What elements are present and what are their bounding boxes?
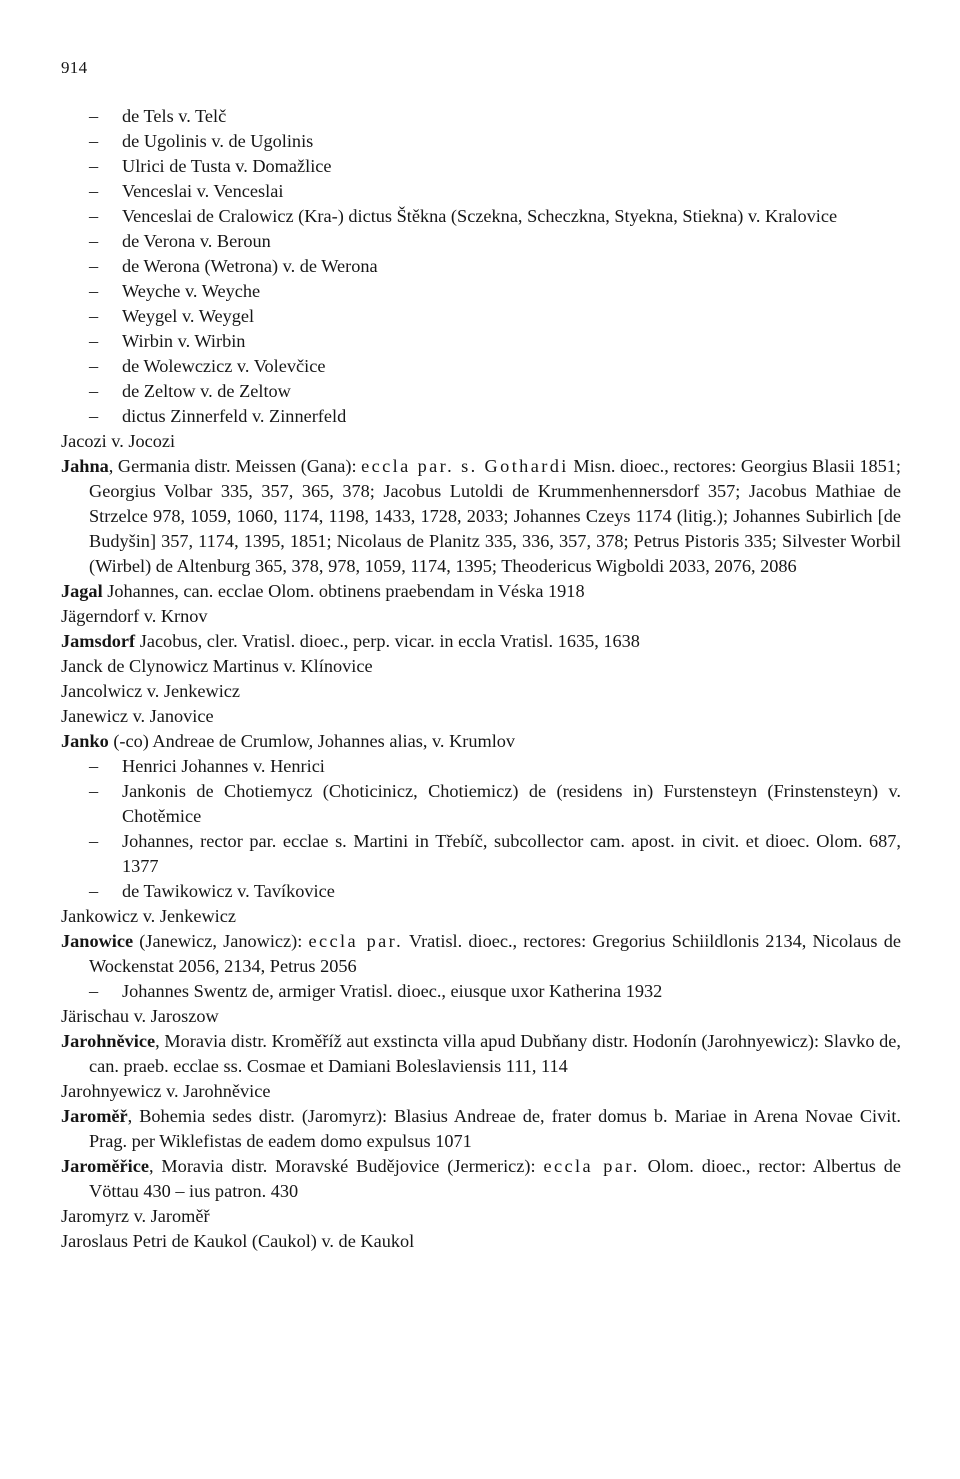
index-entry (61, 454, 901, 579)
headword: Jahna (61, 456, 109, 476)
entry-text: Ulrici de Tusta v. Domažlice (122, 156, 332, 176)
entry-text: Vratisl. dioec., rectores: Gregorius Schiildlonis 2134, Nicolaus de Wockenstat 2056, 2134, Petrus 2056 (89, 931, 901, 976)
entry-text: Jägerndorf v. Krnov (61, 606, 208, 626)
subentry-dash: – (89, 256, 99, 276)
index-entry (61, 429, 901, 454)
entry-text: Olom. dioec., rector: Albertus de Vöttau 430 – ius patron. 430 (89, 1156, 902, 1201)
sub-entry (61, 379, 901, 404)
index-entry (61, 1204, 901, 1229)
index-entry (61, 1104, 901, 1154)
subentry-dash: – (89, 881, 99, 901)
sub-entry (61, 979, 901, 1004)
sub-entry (61, 104, 901, 129)
entry-text: Venceslai v. Venceslai (122, 181, 284, 201)
index-entry (61, 1029, 901, 1079)
subentry-dash: – (89, 206, 99, 226)
sub-entry (61, 404, 901, 429)
entry-text: Venceslai de Cralowicz (Kra-) dictus Štěkna (Sczekna, Scheczkna, Styekna, Stiekna) v. Kralovice (122, 206, 838, 226)
index-entry (61, 629, 901, 654)
entry-text: dictus Zinnerfeld v. Zinnerfeld (122, 406, 347, 426)
entry-text: Weygel v. Weygel (122, 306, 255, 326)
entry-text: de Verona v. Beroun (122, 231, 271, 251)
subentry-dash: – (89, 756, 99, 776)
entry-text: Jaromyrz v. Jaroměř (61, 1206, 210, 1226)
headword: Jarohněvice (61, 1031, 156, 1051)
headword: Jamsdorf (61, 631, 136, 651)
sub-entry (61, 354, 901, 379)
sub-entry (61, 304, 901, 329)
index-entry (61, 1079, 901, 1104)
index-entry (61, 729, 901, 754)
sub-entry (61, 229, 901, 254)
sub-entry (61, 154, 901, 179)
subentry-dash: – (89, 181, 99, 201)
index-entry (61, 904, 901, 929)
entry-text: de Tels v. Telč (122, 106, 227, 126)
entry-text: Jarohnyewicz v. Jarohněvice (61, 1081, 271, 1101)
entry-text: de Wolewczicz v. Volevčice (122, 356, 326, 376)
entry-text: , Bohemia sedes distr. (Jaromyrz): Blasius Andreae de, frater domus b. Mariae in Arena Novae Civit. Prag. per Wiklefistas de eadem domo expulsus 1071 (89, 1106, 901, 1151)
entry-text: Misn. dioec., rectores: Georgius Blasii 1851; Georgius Volbar 335, 357, 365, 378; Jacobus Lutoldi de Krummenhennersdorf 357; Jacobus Mathiae de Strzelce 978, 1059, 1060, 1174, 1198, 1433, 1728, 2033; Johannes Czeys 1174 (litig.); Johannes Subirlich [de Budyšin] 357, 1174, 1395, 1851; Nicolaus de Planitz 335, 336, 357, 378; Petrus Pistoris 335; Silvester Worbil (Wirbel) de Altenburg 365, 378, 978, 1059, 1174, 1395; Theodericus Wigboldi 2033, 2076, 2086 (89, 456, 902, 576)
spaced-text: eccla par. s. Gothardi (361, 456, 569, 476)
entry-text: Johannes, rector par. ecclae s. Martini in Třebíč, subcollector cam. apost. in civit. et dioec. Olom. 687, 1377 (122, 831, 901, 876)
entry-text: Weyche v. Weyche (122, 281, 261, 301)
subentry-dash: – (89, 131, 99, 151)
sub-entry (61, 754, 901, 779)
headword: Jaroměřice (61, 1156, 149, 1176)
entry-text: Jacozi v. Jocozi (61, 431, 176, 451)
index-entry (61, 579, 901, 604)
sub-entry (61, 204, 901, 229)
entry-text: Jaroslaus Petri de Kaukol (Caukol) v. de Kaukol (61, 1231, 415, 1251)
sub-entry (61, 254, 901, 279)
entry-text: de Ugolinis v. de Ugolinis (122, 131, 314, 151)
index-entry (61, 704, 901, 729)
sub-entry (61, 879, 901, 904)
entry-text: (-co) Andreae de Crumlow, Johannes alias, v. Krumlov (108, 731, 516, 751)
entry-text: de Zeltow v. de Zeltow (122, 381, 291, 401)
subentry-dash: – (89, 981, 99, 1001)
sub-entry (61, 329, 901, 354)
entry-text: Jankowicz v. Jenkewicz (61, 906, 236, 926)
sub-entry (61, 179, 901, 204)
subentry-dash: – (89, 156, 99, 176)
entry-text: Johannes, can. ecclae Olom. obtinens praebendam in Véska 1918 (102, 581, 585, 601)
headword: Janko (61, 731, 109, 751)
entry-text: , Germania distr. Meissen (Gana): (108, 456, 362, 476)
entry-text: Henrici Johannes v. Henrici (122, 756, 325, 776)
headword: Jaroměř (61, 1106, 128, 1126)
page-number: 914 (61, 58, 88, 77)
index-entries (61, 104, 901, 1254)
sub-entry (61, 279, 901, 304)
headword: Janowice (61, 931, 134, 951)
sub-entry (61, 829, 901, 879)
entry-text: , Moravia distr. Kroměříž aut exstincta villa apud Dubňany distr. Hodonín (Jarohnyewicz): Slavko de, can. praeb. ecclae ss. Cosmae et Damiani Boleslaviensis 111, 114 (89, 1031, 901, 1076)
entry-text: Jankonis de Chotiemycz (Choticinicz, Chotiemicz) de (residens in) Furstensteyn (Frinstensteyn) v. Chotěmice (122, 781, 901, 826)
sub-entry (61, 779, 901, 829)
entry-text: , Moravia distr. Moravské Budějovice (Jermericz): (148, 1156, 544, 1176)
headword: Jagal (61, 581, 103, 601)
index-entry (61, 654, 901, 679)
entry-text: Johannes Swentz de, armiger Vratisl. dioec., eiusque uxor Katherina 1932 (122, 981, 663, 1001)
subentry-dash: – (89, 781, 99, 801)
subentry-dash: – (89, 331, 99, 351)
subentry-dash: – (89, 356, 99, 376)
subentry-dash: – (89, 306, 99, 326)
sub-entry (61, 129, 901, 154)
subentry-dash: – (89, 831, 99, 851)
subentry-dash: – (89, 381, 99, 401)
subentry-dash: – (89, 281, 99, 301)
entry-text: Jancolwicz v. Jenkewicz (61, 681, 241, 701)
entry-text: Wirbin v. Wirbin (122, 331, 246, 351)
index-entry (61, 1154, 901, 1204)
entry-text: de Tawikowicz v. Tavíkovice (122, 881, 335, 901)
entry-text: Janewicz v. Janovice (61, 706, 214, 726)
index-entry (61, 604, 901, 629)
subentry-dash: – (89, 106, 99, 126)
index-entry (61, 1004, 901, 1029)
entry-text: Jacobus, cler. Vratisl. dioec., perp. vicar. in eccla Vratisl. 1635, 1638 (135, 631, 640, 651)
spaced-text: eccla par. (543, 1156, 640, 1176)
entry-text: (Janewicz, Janowicz): (133, 931, 309, 951)
index-entry (61, 929, 901, 979)
entry-text: de Werona (Wetrona) v. de Werona (122, 256, 378, 276)
index-entry (61, 1229, 901, 1254)
index-entry (61, 679, 901, 704)
subentry-dash: – (89, 231, 99, 251)
spaced-text: eccla par. (308, 931, 404, 951)
subentry-dash: – (89, 406, 99, 426)
entry-text: Järischau v. Jaroszow (61, 1006, 219, 1026)
entry-text: Janck de Clynowicz Martinus v. Klínovice (61, 656, 373, 676)
